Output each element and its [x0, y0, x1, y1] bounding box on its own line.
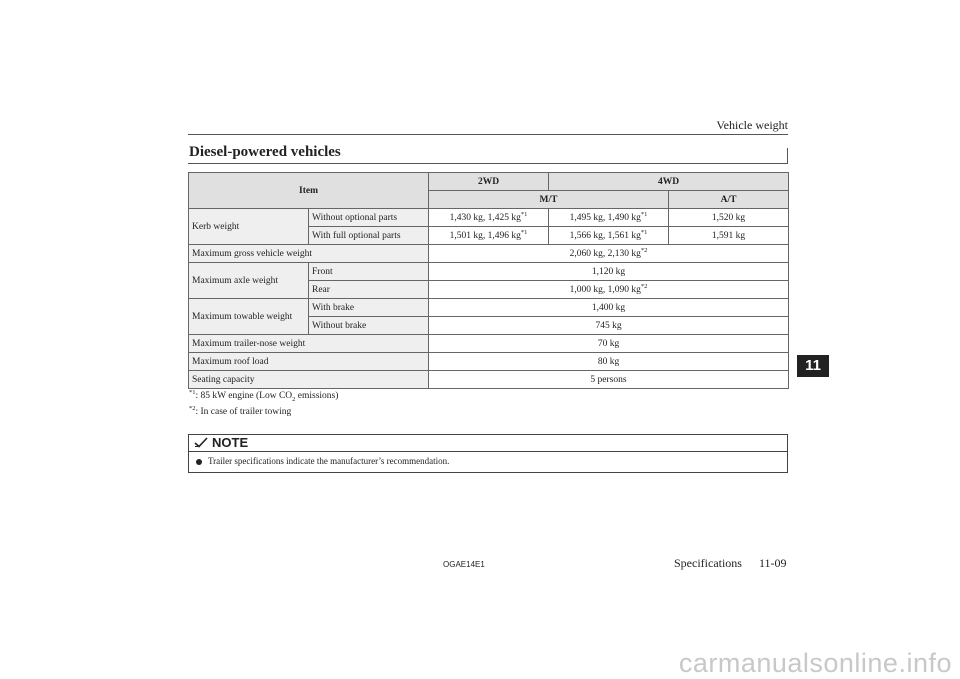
table-row — [189, 371, 789, 389]
row-label-kerb: Kerb weight — [189, 209, 309, 245]
row-label-seating: Seating capacity — [189, 371, 429, 389]
note-item: Trailer specifications indicate the manufacturer’s recommendation. — [196, 456, 449, 466]
row-label-gross: Maximum gross vehicle weight — [189, 245, 429, 263]
col-header-item: Item — [189, 173, 429, 209]
row-sublabel: Front — [309, 263, 429, 281]
table-cell: 1,495 kg, 1,490 $kg^{*1}$ — [549, 209, 669, 227]
note-box — [188, 434, 788, 473]
row-label-roof: Maximum roof load — [189, 353, 429, 371]
table-cell: 80 kg — [429, 353, 789, 371]
row-label-tow: Maximum towable weight — [189, 299, 309, 335]
table-cell: 1,400 kg — [429, 299, 789, 317]
footer-section: Specifications — [674, 556, 742, 570]
table-cell: 1,000 kg, 1,090 $kg^{*2}$ — [429, 281, 789, 299]
col-header-4wd: 4WD — [549, 173, 789, 191]
table-cell: 70 kg — [429, 335, 789, 353]
table-cell: 1,430 kg, 1,425 $kg^{*1}$ — [429, 209, 549, 227]
row-label-nose: Maximum trailer-nose weight — [189, 335, 429, 353]
row-sublabel: With full optional parts — [309, 227, 429, 245]
table-cell: 5 persons — [429, 371, 789, 389]
footnote-2: $^{*2}$: In case of trailer towing — [189, 404, 292, 417]
pencil-check-icon — [194, 437, 208, 448]
document-code: OGAE14E1 — [443, 560, 485, 569]
col-header-at: A/T — [669, 191, 789, 209]
note-label: NOTE — [212, 435, 249, 450]
table-cell: 2,060 kg, 2,130 $kg^{*2}$ — [429, 245, 789, 263]
row-sublabel: Rear — [309, 281, 429, 299]
table-row — [189, 299, 789, 317]
row-sublabel: With brake — [309, 299, 429, 317]
row-sublabel: Without brake — [309, 317, 429, 335]
watermark: carmanualsonline.info — [678, 648, 952, 678]
note-header — [189, 435, 787, 452]
row-sublabel: Without optional parts — [309, 209, 429, 227]
table-cell: 745 kg — [429, 317, 789, 335]
col-header-mt: M/T — [429, 191, 669, 209]
bullet-icon — [196, 459, 202, 465]
table-row — [189, 209, 789, 227]
table-row — [189, 353, 789, 371]
running-header: Vehicle weight — [716, 118, 788, 132]
col-header-2wd: 2WD — [429, 173, 549, 191]
title-rule — [188, 163, 788, 164]
table-row — [189, 335, 789, 353]
table-row — [189, 245, 789, 263]
header-rule — [188, 134, 788, 135]
page-title: Diesel-powered vehicles — [189, 144, 341, 160]
row-label-axle: Maximum axle weight — [189, 263, 309, 299]
chapter-tab: 11 — [797, 355, 829, 377]
table-cell: 1,120 kg — [429, 263, 789, 281]
footnote-1: $^{*1}$: 85 kW engine (Low $CO_2$ emissions) — [189, 388, 339, 403]
table-cell: 1,591 kg — [669, 227, 789, 245]
page-number: 11-09 — [759, 556, 787, 570]
table-cell: 1,501 kg, 1,496 $kg^{*1}$ — [429, 227, 549, 245]
table-cell: 1,566 kg, 1,561 $kg^{*1}$ — [549, 227, 669, 245]
table-header-row — [189, 173, 789, 191]
table-row — [189, 263, 789, 281]
table-cell: 1,520 kg — [669, 209, 789, 227]
vehicle-weight-table — [188, 172, 789, 389]
